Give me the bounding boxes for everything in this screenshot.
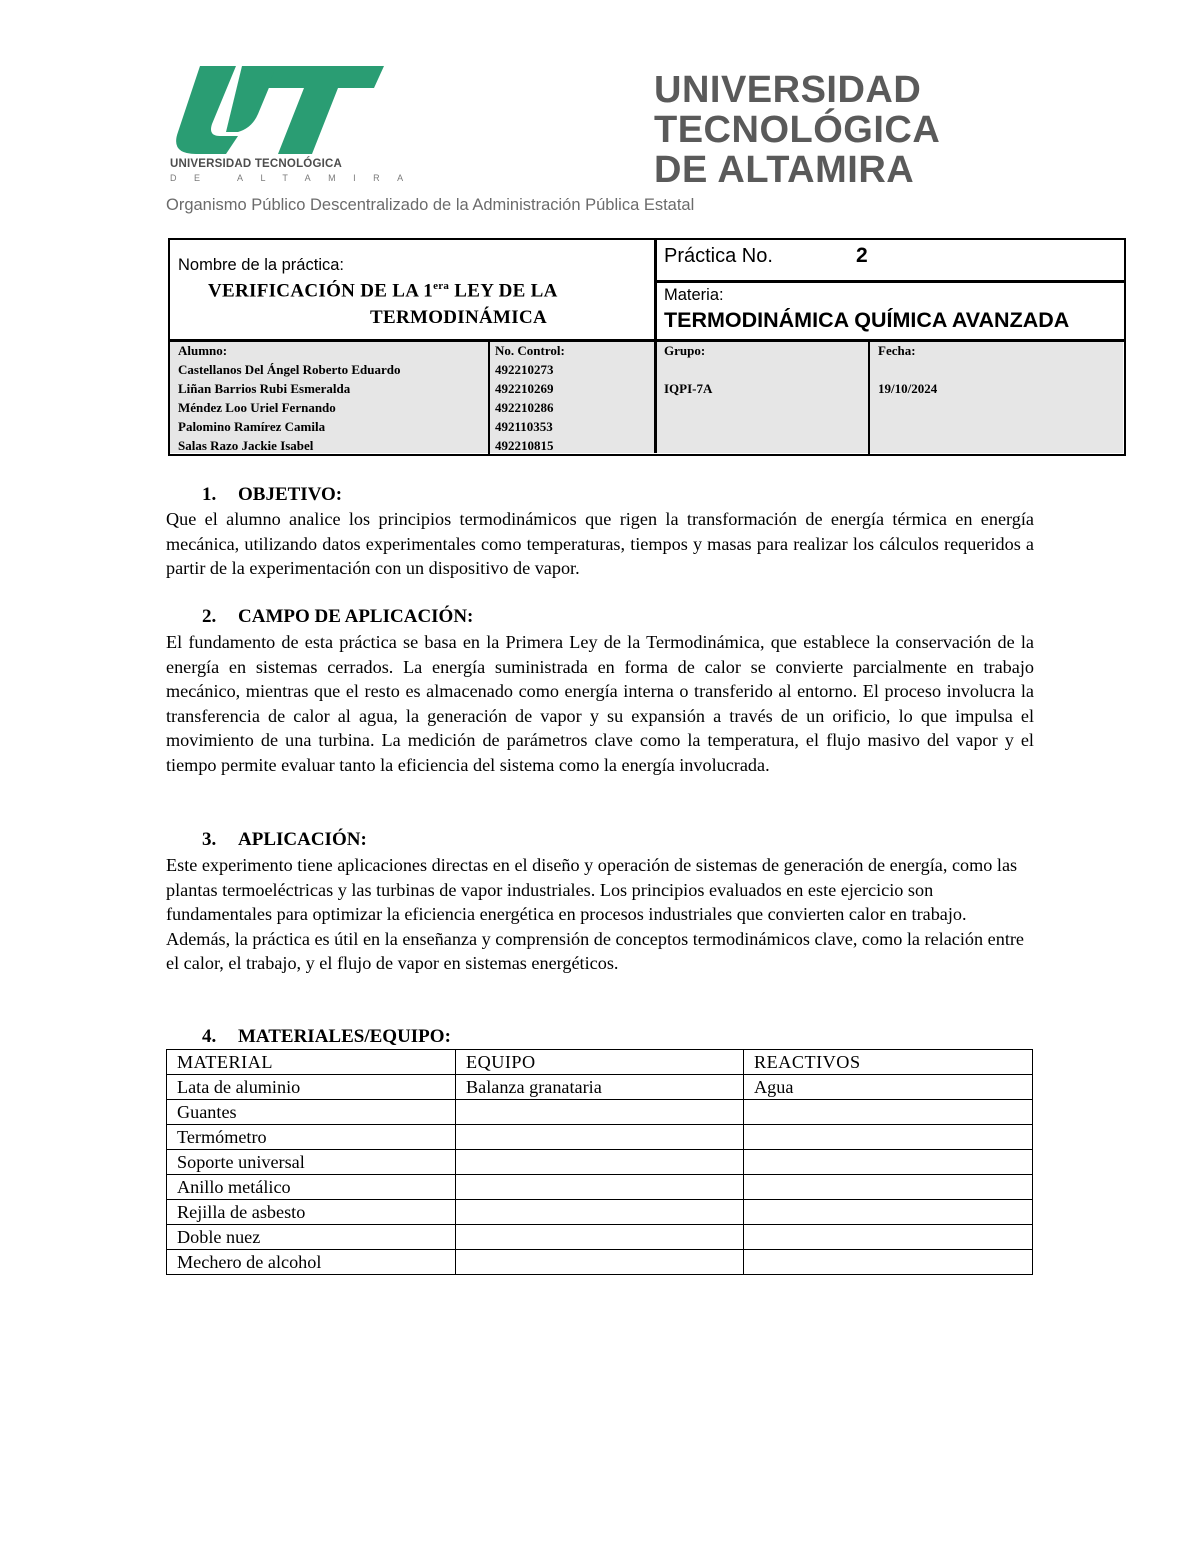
- student-name: Liñan Barrios Rubi Esmeralda: [178, 381, 351, 396]
- date-value: 19/10/2024: [878, 381, 938, 396]
- column-header: MATERIAL: [167, 1050, 456, 1075]
- university-line: TECNOLÓGICA: [654, 109, 941, 151]
- objective-text: Que el alumno analice los principios termodinámicos que rigen la transformación de energía térmica en energía mecánica, utilizando datos experimentales como temperaturas, tiempos y masas para realizar los cálculos requeridos a partir de la experimentación con un dispositivo de vapor.: [166, 509, 1034, 579]
- table-row: [167, 1075, 1033, 1100]
- control-number: 492210269: [495, 381, 554, 396]
- control-column: [495, 341, 565, 455]
- equipment-cell: [456, 1250, 744, 1275]
- date-column: [878, 341, 937, 398]
- table-row: [167, 1250, 1033, 1275]
- table-row: [167, 1200, 1033, 1225]
- equipment-cell: [456, 1225, 744, 1250]
- equipment-cell: [456, 1200, 744, 1225]
- control-number: 492210273: [495, 362, 554, 377]
- reagent-cell: [744, 1150, 1033, 1175]
- equipment-cell: Balanza granataria: [456, 1075, 744, 1100]
- logo-caption: UNIVERSIDAD TECNOLÓGICA: [170, 158, 342, 170]
- table-row: [167, 1100, 1033, 1125]
- material-cell: Lata de aluminio: [167, 1075, 456, 1100]
- table-row: [167, 1225, 1033, 1250]
- control-label: No. Control:: [495, 343, 565, 358]
- student-name: Palomino Ramírez Camila: [178, 419, 326, 434]
- column-header: EQUIPO: [456, 1050, 744, 1075]
- equipment-cell: [456, 1150, 744, 1175]
- section-heading-objective: 1. OBJETIVO:: [202, 484, 343, 505]
- reagent-cell: [744, 1200, 1033, 1225]
- organism-line: Organismo Público Descentralizado de la Administración Pública Estatal: [166, 196, 695, 214]
- students-label: Alumno:: [178, 343, 228, 358]
- materials-table: [166, 1049, 1033, 1275]
- column-header: REACTIVOS: [744, 1050, 1033, 1075]
- table-row: [167, 1150, 1033, 1175]
- group-label: Grupo:: [664, 343, 706, 358]
- practice-number-value: 2: [856, 244, 868, 267]
- application-text: Este experimento tiene aplicaciones directas en el diseño y operación de sistemas de generación de energía, como las plantas termoeléctricas y las turbinas de vapor industriales. Los principios evaluados en este ejercicio son fundamentales para optimizar la eficiencia energética en procesos industriales que convierten calor en trabajo. Además, la práctica es útil en la enseñanza y comprensión de conceptos termodinámicos clave, como la relación entre el calor, el trabajo, y el flujo de vapor en sistemas energéticos.: [166, 855, 1025, 974]
- university-line: UNIVERSIDAD: [654, 69, 922, 111]
- university-name: [654, 70, 940, 190]
- date-label: Fecha:: [878, 343, 916, 358]
- equipment-cell: [456, 1175, 744, 1200]
- reagent-cell: [744, 1125, 1033, 1150]
- material-cell: Doble nuez: [167, 1225, 456, 1250]
- reagent-cell: [744, 1100, 1033, 1125]
- group-value: IQPI-7A: [664, 381, 713, 396]
- material-cell: Anillo metálico: [167, 1175, 456, 1200]
- subject-value: TERMODINÁMICA QUÍMICA AVANZADA: [664, 308, 1070, 332]
- material-cell: Guantes: [167, 1100, 456, 1125]
- reagent-cell: [744, 1250, 1033, 1275]
- control-number: 492210815: [495, 438, 554, 453]
- control-number: 492210286: [495, 400, 554, 415]
- section-heading-materials: 4. MATERIALES/EQUIPO:: [202, 1026, 451, 1047]
- table-row: [167, 1175, 1033, 1200]
- table-header-row: [167, 1050, 1033, 1075]
- student-name: Méndez Loo Uriel Fernando: [178, 400, 336, 415]
- material-cell: Termómetro: [167, 1125, 456, 1150]
- material-cell: Mechero de alcohol: [167, 1250, 456, 1275]
- practice-name-label: Nombre de la práctica:: [178, 256, 344, 274]
- student-name: Salas Razo Jackie Isabel: [178, 438, 314, 453]
- reagent-cell: Agua: [744, 1075, 1033, 1100]
- logo-caption-sub: DE ALTAMIRA: [170, 173, 421, 183]
- practice-name-line-2: TERMODINÁMICA: [370, 307, 548, 328]
- subject-label: Materia:: [664, 286, 724, 304]
- equipment-cell: [456, 1100, 744, 1125]
- reagent-cell: [744, 1175, 1033, 1200]
- section-heading-application: 3. APLICACIÓN:: [202, 829, 367, 850]
- equipment-cell: [456, 1125, 744, 1150]
- material-cell: Soporte universal: [167, 1150, 456, 1175]
- scope-text: El fundamento de esta práctica se basa en la Primera Ley de la Termodinámica, que establece la conservación de la energía en sistemas cerrados. La energía suministrada en forma de calor se convierte parcialmente en trabajo mecánico, mientras que el resto es almacenado como energía interna o transferido al entorno. El proceso involucra la transferencia de calor al agua, la generación de vapor y su expansión a través de un orificio, lo que impulsa el movimiento de una turbina. La medición de parámetros clave como la temperatura, el flujo masivo del vapor y el tiempo permite evaluar tanto la eficiencia del sistema como la energía involucrada.: [166, 632, 1034, 775]
- student-name: Castellanos Del Ángel Roberto Eduardo: [178, 362, 401, 377]
- practice-number-label: Práctica No.: [664, 245, 773, 267]
- practice-info-table: [168, 238, 1126, 456]
- control-number: 492110353: [495, 419, 553, 434]
- students-column: [178, 341, 400, 455]
- group-column: [664, 341, 712, 398]
- reagent-cell: [744, 1225, 1033, 1250]
- material-cell: Rejilla de asbesto: [167, 1200, 456, 1225]
- university-line: DE ALTAMIRA: [654, 149, 915, 191]
- practice-name-line-1: VERIFICACIÓN DE LA $1^{era}$ LEY DE LA: [208, 280, 558, 302]
- table-row: [167, 1125, 1033, 1150]
- section-heading-scope: 2. CAMPO DE APLICACIÓN:: [202, 606, 474, 627]
